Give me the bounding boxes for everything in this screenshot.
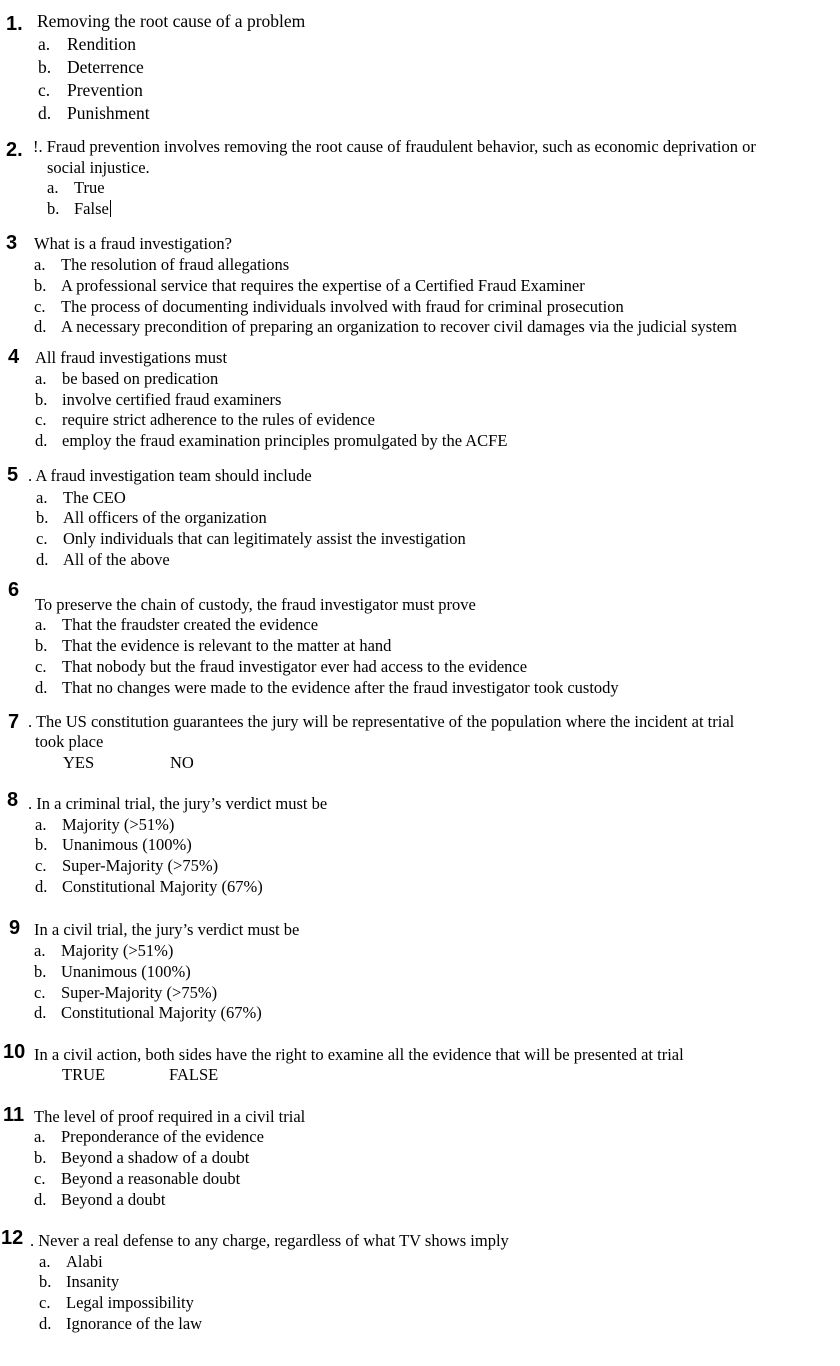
answer-yes: YES	[63, 753, 95, 772]
question-stem-continued: took place	[35, 732, 104, 751]
option-c: c. Legal impossibility	[39, 1293, 194, 1312]
question-stem: . Never a real defense to any charge, regardless of what TV shows imply	[30, 1231, 509, 1250]
option-a: a. The resolution of fraud allegations	[34, 255, 290, 274]
question-stem: What is a fraud investigation?	[34, 234, 232, 253]
option-a: a. That the fraudster created the evidence	[35, 615, 319, 634]
option-c: c. Super-Majority (>75%)	[34, 983, 218, 1002]
question-number: 4	[8, 346, 20, 368]
answer-false: FALSE	[169, 1065, 219, 1084]
option-d: d. Ignorance of the law	[39, 1314, 203, 1333]
question-number: 10	[3, 1041, 26, 1063]
option-c: c. Beyond a reasonable doubt	[34, 1169, 241, 1188]
question-number: 5	[7, 464, 19, 486]
option-b: b. Unanimous (100%)	[34, 962, 191, 981]
question-number: 2.	[6, 139, 23, 161]
option-d: d. Beyond a doubt	[34, 1190, 166, 1209]
option-a: a. Majority (>51%)	[34, 941, 174, 960]
question-stem-continued: social injustice.	[47, 158, 150, 177]
question-stem: All fraud investigations must	[35, 348, 228, 367]
question-stem: The level of proof required in a civil trial	[34, 1107, 306, 1126]
option-b: b. That the evidence is relevant to the matter at hand	[35, 636, 392, 655]
question-number: 12	[1, 1227, 24, 1249]
option-b: b. Deterrence	[38, 57, 144, 77]
question-stem: . A fraud investigation team should include	[28, 466, 312, 485]
option-a: a. True	[47, 178, 105, 197]
option-d: d. All of the above	[36, 550, 170, 569]
question-number: 8	[7, 789, 19, 811]
question-number: 9	[9, 917, 21, 939]
option-d: d. That no changes were made to the evidence after the fraud investigator took custody	[35, 678, 619, 697]
option-a: a. The CEO	[36, 488, 126, 507]
question-number: 6	[8, 579, 20, 601]
option-c: c. Only individuals that can legitimately assist the investigation	[36, 529, 466, 548]
question-stem: To preserve the chain of custody, the fraud investigator must prove	[35, 595, 476, 614]
question-number: 11	[3, 1104, 25, 1126]
option-a: a. Rendition	[38, 34, 137, 54]
option-d: d. employ the fraud examination principles promulgated by the ACFE	[35, 431, 508, 450]
option-c: c. require strict adherence to the rules of evidence	[35, 410, 375, 429]
option-b: b. involve certified fraud examiners	[35, 390, 282, 409]
option-b: b. Unanimous (100%)	[35, 835, 192, 854]
answer-true: TRUE	[62, 1065, 106, 1084]
option-d: d. A necessary precondition of preparing an organization to recover civil damages via the judicial system	[34, 317, 737, 336]
question-number: 1.	[6, 13, 23, 35]
option-d: d. Constitutional Majority (67%)	[34, 1003, 262, 1022]
option-c: c. That nobody but the fraud investigator ever had access to the evidence	[35, 657, 528, 676]
option-c: c. Super-Majority (>75%)	[35, 856, 219, 875]
question-stem: !. Fraud prevention involves removing the root cause of fraudulent behavior, such as economic deprivation or	[33, 137, 756, 156]
question-stem: . The US constitution guarantees the jury will be representative of the population where the incident at trial	[28, 712, 735, 731]
question-number: 3	[6, 232, 18, 254]
option-b: b. All officers of the organization	[36, 508, 267, 527]
option-b: b. False	[47, 199, 109, 218]
text-cursor	[110, 200, 111, 217]
option-b: b. Insanity	[39, 1272, 120, 1291]
option-d: d. Punishment	[38, 103, 150, 123]
question-stem: Removing the root cause of a problem	[37, 11, 306, 31]
option-d: d. Constitutional Majority (67%)	[35, 877, 263, 896]
option-a: a. be based on predication	[35, 369, 219, 388]
question-stem: In a civil trial, the jury’s verdict must be	[34, 920, 300, 939]
question-number: 7	[8, 711, 20, 733]
option-c: c. The process of documenting individuals involved with fraud for criminal prosecution	[34, 297, 624, 316]
option-c: c. Prevention	[38, 80, 143, 100]
option-a: a. Majority (>51%)	[35, 815, 175, 834]
question-stem: . In a criminal trial, the jury’s verdict must be	[28, 794, 328, 813]
option-b: b. Beyond a shadow of a doubt	[34, 1148, 250, 1167]
option-a: a. Preponderance of the evidence	[34, 1127, 264, 1146]
option-a: a. Alabi	[39, 1252, 103, 1271]
question-stem: In a civil action, both sides have the right to examine all the evidence that will be presented at trial	[34, 1045, 684, 1064]
answer-no: NO	[170, 753, 194, 772]
option-b: b. A professional service that requires the expertise of a Certified Fraud Examiner	[34, 276, 585, 295]
